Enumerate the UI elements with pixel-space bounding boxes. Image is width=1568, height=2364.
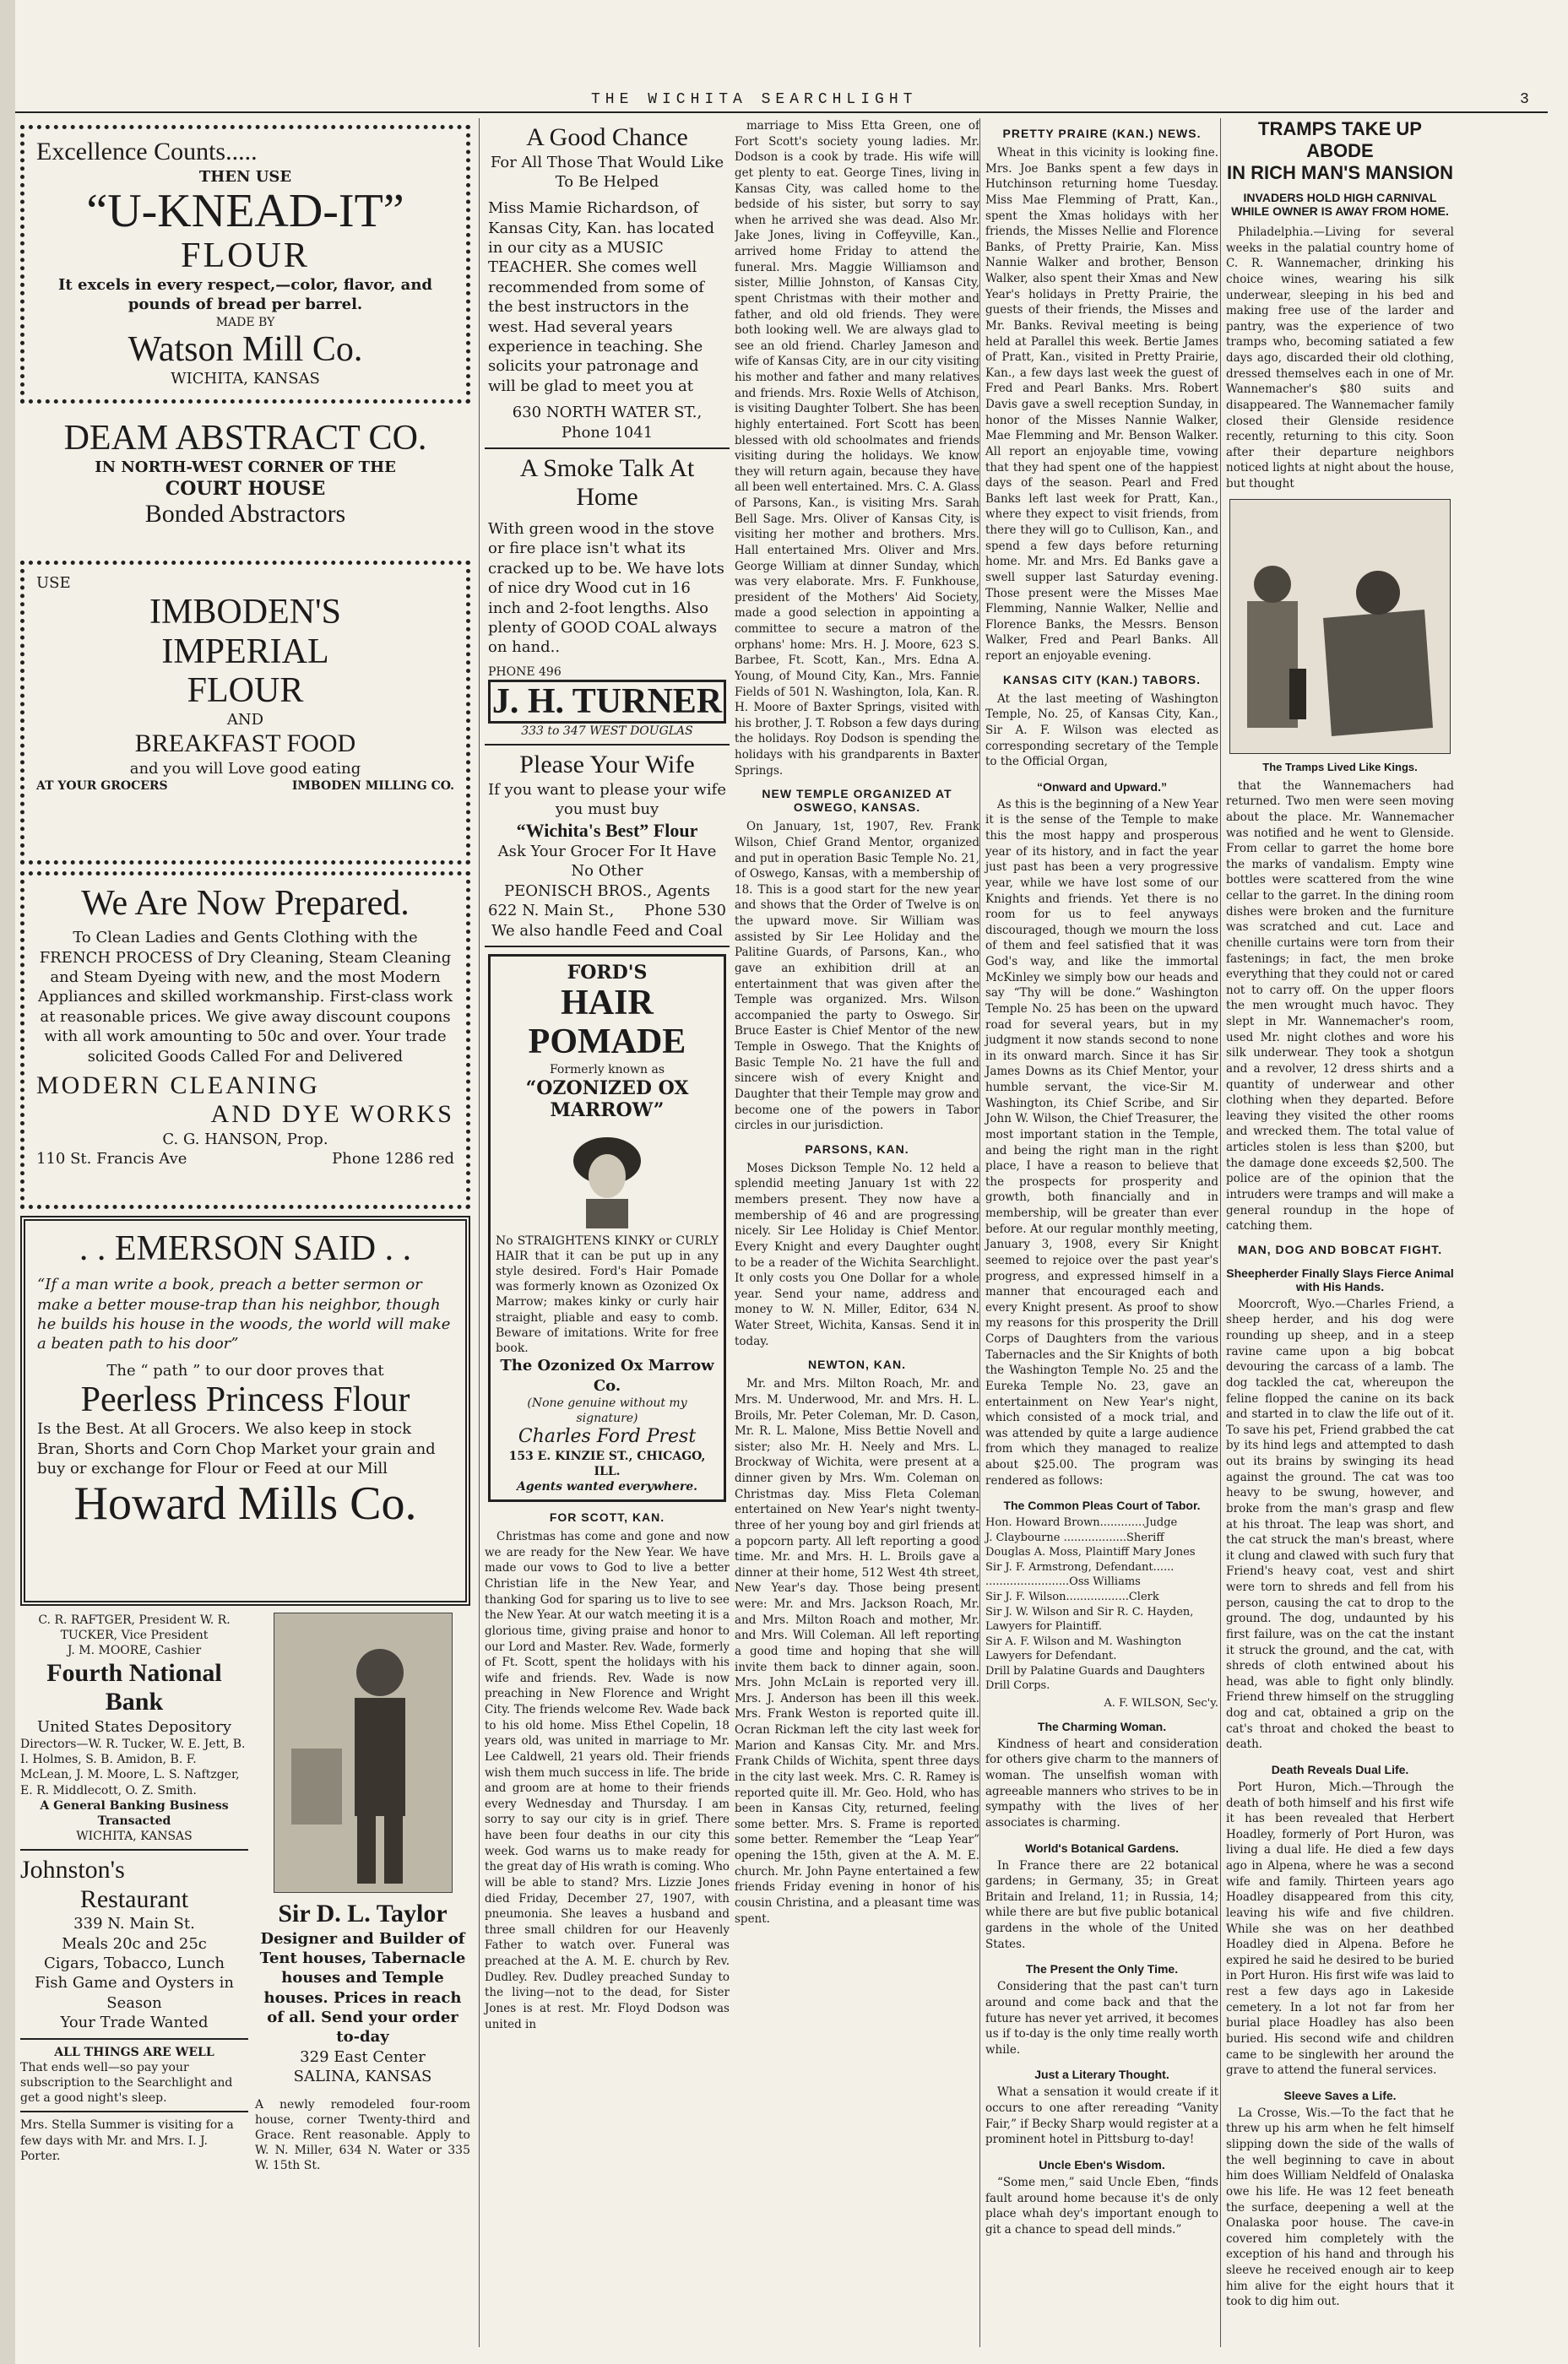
ad-bank: [20, 1613, 248, 1851]
article-body: Wheat in this vicinity is looking fine. Mrs. Joe Banks spent a few days in Hutchinson returning home Tuesday. Miss Mae Flemming of Pratt, Kan., spent the Xmas holidays with her friends, the Misses Nellie and Florence Banks, of Pretty Prairie, Kan. Miss Nannie Walker and brother, Benson Walker, also spent their Xmas and New Year's holidays in Pretty Prairie, the guests of their friends, the Misses and Mr. Banks. Revival meeting is being held at Parallel this week. Bertie James of Pratt, Kan., visited in Pretty Prairie, Kan., a few days last week the guest of Fred and Pearl Banks. Mrs. Robert Davis gave a swell reception Sunday, in honor of the Misses Nannie Walker, Mae Flemming and Mr. Benson Walker. All report an enjoyable time, vowing that they had spent one of the happiest days of the season. Pearl and Fred Banks left last week for Pratt, Kan., where they expect to visit friends, from there they will go to Cullison, Kan., and spend a few days before returning home. Mr. and Mrs. Ed Banks gave a swell supper last Saturday evening. Those present were the Misses Mae Flemming, Nannie Walker, Nellie and Florence Banks, the Messrs. Benson Walker, Fred and Pearl Banks. All report an enjoyable evening.: [985, 146, 1218, 663]
ad-johnston: [20, 1851, 248, 2039]
article-body: Kindness of heart and consideration for others give charm to the manners of woman. The unselfish woman with agreeable manners who strives to be in sympathy with the lives of her associates is charming.: [985, 1737, 1218, 1830]
ad-line: MADE BY: [215, 315, 275, 329]
ad-body: Miss Mamie Richardson, of Kansas City, Kan. has located in our city as a MUSIC TEACHER. She comes well recommended from some of the best instructors in the west. Had several years experience in teaching. She solicits your patronage and will be glad to meet you at: [488, 199, 714, 395]
ad-body: Ask Your Grocer For It Have No Other: [497, 842, 717, 881]
ad-address: 153 E. KINZIE ST., CHICAGO, ILL.: [508, 1449, 706, 1478]
article-headline: The Present the Only Time.: [1025, 1962, 1179, 1976]
ad-product: HAIR POMADE: [528, 984, 686, 1062]
ad-tagline: It excels in every respect,—color, flavor, and pounds of bread per barrel.: [57, 275, 433, 314]
ad-left-stack: [20, 1613, 248, 2174]
restaurant-season: Fish Game and Oysters in Season: [35, 1974, 234, 2012]
restaurant-items: Cigars, Tobacco, Lunch: [43, 1955, 225, 1973]
masthead: [0, 84, 1568, 113]
cast-item: Drill by Palatine Guards and Daughters Drill Corps.: [985, 1664, 1205, 1693]
portrait-image: [274, 1613, 452, 1892]
taylor-body: Designer and Builder of Tent houses, Tabernacle houses and Temple houses. Prices in reach of all. Send your order to-day: [259, 1929, 466, 2047]
column-5: [1220, 118, 1454, 2347]
article-body: In France there are 22 botanical gardens; in Germany, 35; in Great Britain and Ireland, 11; in Russia, 14; while there are but five public botanical gardens in the whole of the United States.: [985, 1858, 1218, 1951]
article-headline: PARSONS, KAN.: [805, 1141, 909, 1156]
ad-imboden: [20, 561, 470, 865]
article-body: Port Huron, Mich.—Through the death of both himself and his first wife it has been revealed that Herbert Hoadley, formerly of Port Huron, was living a dual life. He died a few days ago in Alpena, where he was a second wife and family. Thirteen years ago Hoadley disappeared from this city, leaving his wife and five children. While she was on her deathbed Hoadley died in Alpena. Before he expired he said he desired to be buried in Port Huron. His first wife was laid to rest a few days ago in Lakeside cemetery. In a lot not far from her burial place Hoadley has also been buried. His second wife and children came to be singlewith her around the grave to attend the funeral services.: [1226, 1780, 1454, 2078]
ad-footer-left: AT YOUR GROCERS: [36, 779, 168, 794]
ad-good-chance: [485, 118, 730, 449]
ad-tagline: and you will Love good eating: [129, 759, 361, 778]
restaurant-meals: Meals 20c and 25c: [62, 1934, 207, 1953]
article-body: What a sensation it would create if it occurs to one after rereading “Vanity Fair,” if Becky Sharp would register at a prominent hotel in Pittsburg to-day!: [985, 2085, 1218, 2147]
ad-howard-mills: [20, 1216, 470, 1606]
ad-line: The “ path ” to our door proves that: [106, 1361, 384, 1380]
restaurant-address: 339 N. Main St.: [73, 1915, 195, 1933]
ad-name: DEAM ABSTRACT CO.: [63, 419, 427, 458]
ad-city: WICHITA, KANSAS: [171, 370, 320, 388]
ad-taylor: [255, 1613, 470, 2174]
article-headline: FOR SCOTT, KAN.: [549, 1510, 665, 1525]
column-3: [735, 118, 979, 2347]
ad-product: Peerless Princess Flour: [80, 1380, 410, 1420]
cast-item: Sir J. F. Wilson..................Clerk: [985, 1590, 1159, 1603]
ad-prop: C. G. HANSON, Prop.: [162, 1130, 328, 1148]
article-headline: The Charming Woman.: [1037, 1719, 1167, 1733]
ad-modern-cleaning: [20, 871, 470, 1209]
ad-line: BREAKFAST FOOD: [134, 729, 356, 758]
ad-phone: Phone 1041: [561, 423, 654, 442]
article-headline: Just a Literary Thought.: [1034, 2068, 1169, 2082]
cast-item: Sir J. F. Armstrong, Defendant......: [985, 1560, 1175, 1574]
article-body: At the last meeting of Washington Temple, No. 25, of Kansas City, Kan., Sir A. F. Wilson was elected as corresponding secretary of the Temple to the Official Organ,: [985, 691, 1218, 769]
article-headline: Uncle Eben's Wisdom.: [1039, 2157, 1165, 2172]
bank-officers: C. R. RAFTGER, President W. R. TUCKER, Vice President: [38, 1613, 231, 1643]
ad-brand: FORD'S: [567, 961, 648, 984]
article-deck: Sheepherder Finally Slays Fierce Animal with His Hands.: [1226, 1266, 1454, 1293]
ad-name: J. H. TURNER: [488, 680, 726, 724]
ad-watson-mill: [20, 125, 470, 404]
article-headline: World's Botanical Gardens.: [1025, 1841, 1179, 1855]
ad-footer: [488, 901, 726, 920]
ad-headline: A Smoke Talk At Home: [519, 453, 695, 512]
ad-company: The Ozonized Ox Marrow Co.: [500, 1357, 714, 1395]
article-body: Mr. and Mrs. Milton Roach, Mr. and Mrs. M. Underwood, Mr. and Mrs. H. L. Broils, Mr. Peter Coleman, Mr. D. Cason, Mr. R. L. Malone, Miss Bettie Novell and sister; also Mr. H. Neely and Mrs. L. Brockway of Wichita, were present at a dinner given by Mrs. Wm. Coleman on Christmas day. Miss Fleta Coleman entertained on New Year's night twenty-three of her young boy and girl friends at a popcorn party. All left reporting a good time. Mr. and Mrs. H. L. Broils gave a dinner at their home, 512 West 4th street, New Year's day. Those being present were: Mr. and Mrs. Jackson Roach, Mr. and Mrs. Milton Roach and mother, Mr. and Mrs. Will Coleman. All left reporting a good time and hoping that she will invite them back to dinner again, soon. Mrs. John McLain is reported very ill. Mrs. J. Anderson has been ill this week. Mrs. Frank Weston is reported quite ill. Ocran Rickman left the city last week for Marion and Kansas City. Mr. and Mrs. Frank Childs of Wichita, spent three days in the city last week. Mrs. C. R. Ramey is reported quite ill. Mr. Geo. Hold, who has been in Kansas City, returned, feeling some better. Mrs. S. Frame is reported some better. Remember the “Leap Year” opening the 15th, given at the A. M. E. church. Mr. John Payne entertained a few friends Friday evening in honor of his cousin Christina, and a pleasant time was spent.: [735, 1377, 979, 1926]
portrait-photo: [274, 1613, 453, 1893]
taylor-city: SALINA, KANSAS: [293, 2068, 432, 2086]
woman-portrait-image: [561, 1127, 654, 1228]
cast-item: Hon. Howard Brown.............Judge: [985, 1516, 1178, 1530]
article-body: “Some men,” said Uncle Eben, “finds fault around home because it's de only place whah dey's important enough to git a chance to spead dell minds.”: [985, 2175, 1218, 2237]
bank-cashier: J. M. MOORE, Cashier: [67, 1644, 202, 1658]
rent-notice: A newly remodeled four-room house, corner Twenty-third and Grace. Rent reasonable. Apply to W. N. Miller, 634 N. Water or 335 W. 15th St.: [255, 2097, 470, 2173]
ad-please-wife: [485, 746, 730, 947]
tramps-illustration: [1229, 499, 1451, 754]
article-body: marriage to Miss Etta Green, one of Fort Scott's society young ladies. Mr. Dodson is a cook by trade. His wife will get plenty to eat. George Tines, living in Kansas City, was called home to the bedside of his sister, but sorry to say when he arrived she was dead. Also Mr. Jake Jones, living in Coffeyville, Kan., arrived home Friday to attend the funeral. Mrs. Maggie Williamson and sister, Millie Johnston, of Kansas City, spent Christmas with their mother and father, and old old friends. They were both looking well. We are always glad to see an old friend. Charley Jameson and wife of Kansas City, are in our city visiting his mother and father and many relatives and friends. Mrs. Roxie Wells of Atchison, is visiting Daughter Tolbert. She has been highly entertained. Fort Scott has been blessed with old schoolmates and friends visiting during the holidays. We know they will return again, because they have all been well entertained. Mrs. C. A. Glass of Parsons, Kan., is visiting Mrs. Sarah Bell Sage. Mrs. Oliver of Kansas City, is visiting her mother and brothers. Mrs. Hall entertained Mrs. Oliver and Mrs. George William at dinner Sunday, which was very elaborate. Mrs. F. Funkhouse, president of the Mothers' Aid Society, made a good selection in appointing a committee to secure a matron of the orphans' home: Mrs. H. J. Moore, 623 S. Barbee, Ft. Scott, Kan., Mrs. Edna A. Young, of Mound City, Kan., Mrs. Fannie Fields of 501 N. Washington, Iola, Kan. R. H. Moore of Baxter Springs, visited with his brother, J. T. Robson a few days during the holidays. Roy Dodson is spending the holidays with his grandparents in Baxter Springs.: [735, 119, 979, 778]
ad-headline: . . EMERSON SAID . .: [79, 1229, 412, 1268]
article-headline: MAN, DOG AND BOBCAT FIGHT.: [1237, 1242, 1443, 1256]
ad-line: Excellence Counts.....: [36, 138, 258, 165]
bank-directors: Directors—W. R. Tucker, W. E. Jett, B. I. Holmes, S. B. Amidon, B. F. McLean, J. M. Moore, L. S. Naftzger, E. R. Middlecott, O. Z. Smith.: [20, 1737, 246, 1797]
bank-general: A General Banking Business Transacted: [40, 1798, 229, 1828]
article-eben: [985, 2158, 1218, 2238]
article-literary: [985, 2068, 1218, 2148]
article-deck: INVADERS HOLD HIGH CARNIVAL WHILE OWNER IS AWAY FROM HOME.: [1231, 191, 1449, 218]
ad-mill: Howard Mills Co.: [73, 1477, 417, 1530]
page-number: 3: [1520, 91, 1534, 108]
cast-item: Sir J. W. Wilson and Sir R. C. Hayden, Lawyers for Plaintiff.: [985, 1605, 1194, 1634]
cast-item: ........................Oss Williams: [985, 1575, 1141, 1589]
restaurant-wanted: Your Trade Wanted: [60, 2014, 209, 2032]
masthead-title: THE WICHITA SEARCHLIGHT: [591, 91, 918, 108]
article-headline: TRAMPS TAKE UP ABODE: [1258, 118, 1422, 161]
ad-address: 630 NORTH WATER ST.,: [512, 404, 703, 422]
restaurant-name: Restaurant: [79, 1884, 189, 1913]
article-headline: KANSAS CITY (KAN.) TABORS.: [1003, 672, 1201, 686]
article-charming: [985, 1720, 1218, 1831]
ad-agents: Agents wanted everywhere.: [516, 1480, 698, 1494]
masthead-rule: [15, 111, 1548, 113]
personal-note: Mrs. Stella Summer is visiting for a few days with Mr. and Mrs. I. J. Porter.: [20, 2118, 234, 2163]
article-headline: NEWTON, KAN.: [808, 1358, 906, 1372]
article-headline: PRETTY PRAIRE (KAN.) NEWS.: [1002, 127, 1202, 140]
ad-hair-pomade: [488, 954, 726, 1502]
ad-body: Is the Best. At all Grocers. We also keep in stock Bran, Shorts and Corn Chop Market your grain and buy or exchange for Flour or Feed at our Mill: [37, 1420, 436, 1478]
ad-line: FLOUR: [187, 670, 304, 710]
ad-line: IN NORTH-WEST CORNER OF THE: [95, 458, 396, 477]
ad-brand: “U-KNEAD-IT”: [86, 184, 404, 237]
ad-agent: PEONISCH BROS., Agents: [503, 881, 711, 900]
bank-name: Fourth National Bank: [46, 1658, 222, 1716]
article-headline: IN RICH MAN'S MANSION: [1226, 162, 1453, 183]
ad-address: 622 N. Main St.,: [488, 902, 615, 920]
article-tabors: [985, 673, 1218, 1710]
ad-deam-abstract: [20, 410, 470, 554]
article-body: Moses Dickson Temple No. 12 held a splendid meeting January 1st with 22 members present. They now have a membership of 46 and are progressing nicely. Sir Lee Holiday is Chief Mentor. Every Knight and every Daughter ought to be a reader of the Wichita Searchlight. It only costs you One Dollar for a whole year. Send your name, address and money to W. N. Miller, Editor, 634 N. Water Street, Wichita, Kansas. Send it in today.: [735, 1161, 979, 1348]
cast-item: Sir A. F. Wilson and M. Washington Lawyers for Defendant.: [985, 1635, 1182, 1663]
woman-portrait: [561, 1127, 654, 1228]
tramps-illustration-image: [1230, 500, 1450, 753]
article-bobcat: [1226, 1243, 1454, 1753]
torn-edge: [0, 0, 15, 2364]
column-ads: [15, 118, 475, 2347]
ad-line: COURT HOUSE: [165, 477, 326, 500]
ad-bottom-row: [15, 1613, 475, 2174]
notice-body: That ends well—so pay your subscription to the Searchlight and get a good night's sleep.: [20, 2060, 233, 2106]
article-gardens: [985, 1841, 1218, 1953]
article-new-temple: [735, 787, 979, 1134]
article-body: Moorcroft, Wyo.—Charles Friend, a sheep herder, and his dog were rounding up sheep, and in a steep ravine came upon a big bobcat devouring the carcass of a lamb. The dog tackled the cat, whereupon the feline flopped the canine on its back and started in to claw the life out of it. To save his pet, Friend grabbed the cat by its hind legs and attempted to dash out its brains by swinging its head against the ground. The cat was too heavy to be swung, however, and broke from the man's grasp and flew at his throat. The leap was short, and the cat struck the man's breast, where it clung and clawed with such fury that Friend's heavy coat, vest and shirt were torn to shreds and fell from his person, causing the cat to drop to the ground. The dog, undaunted by his first failure, was on the cat the instant it struck the ground, and the cat, with shreds of cloth entwined about his head, was able to fight only blindly. Friend threw himself on the struggling dog and cat, obtained a grip on the cat's throat and choked the beast to death.: [1226, 1297, 1454, 1752]
cast-item: J. Claybourne ..................Sheriff: [985, 1531, 1164, 1544]
ad-phone: Phone 1286 red: [332, 1150, 454, 1168]
ad-product: FLOUR: [181, 236, 310, 275]
ad-line: USE: [36, 574, 71, 592]
taylor-address: 329 East Center: [300, 2047, 426, 2066]
article-subhead: The Common Pleas Court of Tabor.: [1003, 1499, 1201, 1513]
cast-item: Douglas A. Moss, Plaintiff Mary Jones: [985, 1546, 1196, 1559]
article-fort-scott: [485, 1510, 730, 2032]
article-body: Christmas has come and gone and now we are ready for the New Year. We have made our vows to God to live a better Christian life in the New Year, and thanking God for sparing us to live to see the New Year. At our watch meeting it is a glorious time, giving praise and honor to our Lord and Master. Rev. Wade, formerly of Ft. Scott, spent the holidays with his wife and friends. Rev. Wade is now preaching in New Florence and Wright City. The friends welcome Rev. Wade back to his old home. Miss Ethel Copelin, 18 years old, was united in marriage to Mr. Lee Caldwell, 21 years old. Their friends wish them much success in life. The bride and groom are at home to their friends every Wednesday and Thursday. I am sorry to say our city is in grief. There have been four deaths in our city this week. God warns us to make ready for the great day of His wrath is coming. Who will be able to stand? Mrs. Lizzie Jones died Friday, December 27, 1907, with pneumonia. She leaves a husband and three small children for our Heavenly Father to watch over. Funeral was preached at the A. M. E. church by Rev. Dudley. Rev. Dudley preached Sunday to the living—not to the dead, for Sister Jones is at rest. Mr. Floyd Dodson was united in: [485, 1530, 730, 2031]
article-signature: A. F. WILSON, Sec'y.: [1104, 1696, 1218, 1710]
notice-head: ALL THINGS ARE WELL: [54, 2045, 214, 2059]
ad-sub: For All Those That Would Like To Be Helped: [490, 153, 724, 191]
article-headline: NEW TEMPLE ORGANIZED AT OSWEGO, KANSAS.: [762, 787, 952, 815]
notice: [20, 2040, 248, 2113]
column-4: [979, 118, 1218, 2347]
article-headline: Death Reveals Dual Life.: [1271, 1762, 1409, 1776]
ad-name: AND DYE WORKS: [210, 1100, 454, 1129]
ad-line: (None genuine without my signature): [527, 1396, 687, 1426]
article-motto: “Onward and Upward.”: [1036, 779, 1167, 794]
ad-headline: A Good Chance: [526, 123, 688, 151]
ad-service: Bonded Abstractors: [144, 499, 346, 528]
article-pretty-prairie: [985, 127, 1218, 664]
ad-footer-right: IMBODEN MILLING CO.: [291, 779, 454, 794]
article-parsons: [735, 1142, 979, 1350]
ad-product: “Wichita's Best” Flour: [516, 819, 698, 841]
article-body: On January, 1st, 1907, Rev. Frank Wilson, Chief Grand Mentor, organized and put in operation Basic Temple No. 21, of Oswego, Kansas, with a membership of 18. This is a good start for the new year and shows that the Order of Twelve is on the upward move. Sir William was assisted by Sir Lee Holiday and the Palitine Guards, of Parsons, Kan., who gave an exhibition drill at an entertainment that was given after the Temple was organized. Mrs. Wilson accompanied the party to Oswego. Sir Bruce Easter is Chief Mentor of the new Temple in Oswego. That the Knights of Basic Temple No. 21 have the full and sincere wish of every Knight and Daughter that their Temple may grow and become one of the powers in Tabor circles in our jurisdiction.: [735, 820, 979, 1133]
column-2: [479, 118, 730, 2347]
ad-quote: “If a man write a book, preach a better sermon or make a better mouse-trap than his neighbor, though he builds his house in the woods, the world will make a beaten path to his door”: [37, 1276, 451, 1353]
article-sleeve: [1226, 2089, 1454, 2310]
ad-address: 110 St. Francis Ave: [36, 1150, 187, 1168]
ad-address: 333 to 347 WEST DOUGLAS: [521, 724, 693, 739]
ad-feed: We also handle Feed and Coal: [491, 921, 723, 940]
signature: Charles Ford Prest: [518, 1426, 697, 1448]
ad-line: AND: [226, 710, 264, 729]
ad-line: “OZONIZED OX MARROW”: [525, 1076, 689, 1122]
ad-phone: Phone 530: [644, 902, 726, 920]
bank-sub: United States Depository: [36, 1717, 232, 1736]
ad-footer: [36, 778, 454, 794]
article-body: La Crosse, Wis.—To the fact that he threw up his arm when he felt himself slipping down the side of the walls of the well beginning to cave in about him does William Neldfeld of Onalaska owe his life. He was 12 feet beneath the surface, deepening a well at the Onalaska poor house. The cave-in covered him completely with the exception of his hand and through his sleeve he received enough air to keep him alive for the eight hours that it took to dig him out.: [1226, 2106, 1454, 2309]
cast-list: [985, 1515, 1218, 1694]
ad-headline: Please Your Wife: [519, 751, 695, 779]
ad-sub: If you want to please your wife you must buy: [488, 780, 726, 819]
ad-smoke-talk: [485, 449, 730, 746]
ad-line: Formerly known as: [549, 1062, 665, 1076]
article-dual-life: [1226, 1763, 1454, 2079]
article-body: Considering that the past can't turn around and come back and that the future has never yet arrived, it becomes us if to-day is the only time really worth while.: [985, 1980, 1218, 2057]
ad-maker: Watson Mill Co.: [128, 329, 363, 369]
article-newton: [735, 1358, 979, 1927]
ad-line: IMBODEN'S: [149, 593, 341, 632]
article-body: Philadelphia.—Living for several weeks in the palatial country home of C. R. Wannemacher, drinking his choice wines, wearing his silk underwear, sleeping in his bed and making free use of the larder and pantry, was the experience of two tramps who, becoming satiated a few days ago, discarded their old clothing, dressed themselves each in one of Mr. Wannemacher's $80 suits and disappeared. The Wannemacher family closed their Glenside residence recently, returning to this city. Soon after their departure neighbors noticed lights at night about the house, but thought: [1226, 225, 1454, 491]
ad-body: With green wood in the stove or fire place isn't what its cracked up to be. We have lots of nice dry Wood cut in 16 inch and 2-foot lengths. Also plenty of GOOD COAL always on hand..: [488, 519, 724, 657]
ad-headline: We Are Now Prepared.: [81, 884, 410, 923]
ad-phone: PHONE 496: [488, 664, 562, 679]
article-tramps: [1226, 118, 1454, 1234]
ad-line: IMPERIAL: [161, 632, 329, 671]
ad-body: To Clean Ladies and Gents Clothing with the FRENCH PROCESS of Dry Cleaning, Steam Cleaning and Steam Dyeing with new, and the most Modern Appliances and skilled workmanship. First-class work at reasonable prices. We give away discount coupons with all work amounting to 50c and over. Your trade solicited Goods Called For and Delivered: [37, 929, 453, 1065]
ad-body: No STRAIGHTENS KINKY or CURLY HAIR that it can be put up in any style desired. Ford's Hair Pomade was formerly known as Ozonized Ox Marrow; makes kinky or curly hair straight, pliable and easy to comb. Beware of imitations. Write for free book.: [496, 1234, 719, 1355]
restaurant-name: Johnston's: [20, 1856, 125, 1884]
article-headline: Sleeve Saves a Life.: [1283, 2088, 1397, 2102]
ad-footer: [36, 1149, 454, 1168]
ad-name: MODERN CLEANING: [36, 1071, 320, 1099]
article-body: that the Wannemachers had returned. Two men were seen moving about the place. Mr. Wannemacher was notified and he went to Glenside. From cellar to garret the home bore the marks of vandalism. Empty wine bottles were scattered from the wine cellar to the garret. In the dining room dishes were broken and the furniture was scratched and cut. Lace and chenille curtains were torn from their fastenings; in fact, the men broke everything that they could not or cared not to carry off. On the upper floors the men wrought much havoc. They slept in Mr. Wannemacher's room, used Mr. night clothes and wore his silk underwear. They took a shotgun and a revolver, 12 dress shirts and a quantity of underwear and other clothing when they departed. Before leaving they visited the other rooms and wrecked them. The total value of articles stolen is less than $200, but the damage done exceeds $2,500. The police are of the opinion that the intruders were tramps and will make a general roundup in the hope of catching them.: [1226, 778, 1454, 1234]
illustration-caption: The Tramps Lived Like Kings.: [1262, 760, 1418, 773]
bank-city: WICHITA, KANSAS: [76, 1830, 193, 1844]
ad-line: THEN USE: [198, 167, 292, 186]
article-present: [985, 1962, 1218, 2058]
article-body: As this is the beginning of a New Year it is the sense of the Temple to make this the most happy and prosperous year of its history, and in fact the year just past has been a very progressive year, while we have lost some of our Knights and friends. Yet there is no room for us to feel anyways discouraged, though we mourn the loss of them and feel satisfied that it was God's way, and like the immortal McKinley we simply bow our heads and say “Thy will be done.” Washington Temple No. 25 has been on the upward road for several years, but in my judgment it now stands second to none in its onward march. Since it has Sir James Downs as its Chief Mentor, your humble servant, the vice-Sir M. Washington, its Chief Scribe, and Sir John W. Wilson, the Chief Treasurer, the most important station in the Temple, and being the right man in the right place, I have a reason to believe that the prospects for prosperity and growth, both financially and in membership, will be greater than ever before. At our regular monthly meeting, January 3, 1908, every Sir Knight seemed to rejoice over the past year's progress, and expressed himself in a manner that encouraged each and every Knight present. As proof to show my reasons for this prosperity the Drill Corps of Daughters from the various Tabernacles and the Sir Knights of both the Washington Temple No. 25 and the Eureka Temple No. 23, gave an entertainment on New Year's night, which consisted of a mock trial, and was attended by quite a large audience from which they managed to realize about $25.00. The program was rendered as follows:: [985, 797, 1218, 1488]
taylor-name: Sir D. L. Taylor: [278, 1900, 448, 1928]
